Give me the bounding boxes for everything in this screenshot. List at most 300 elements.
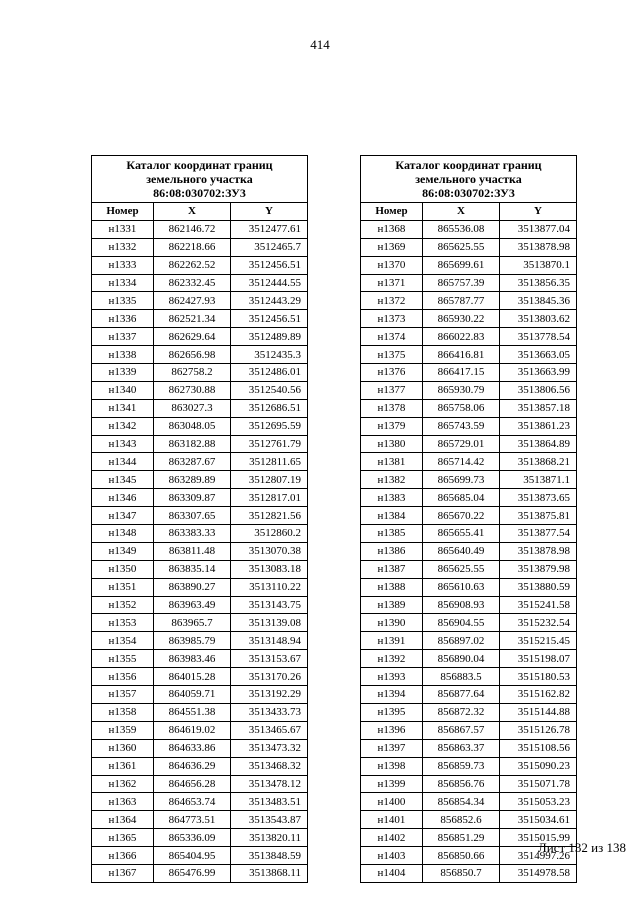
point-number-cell: н1352 xyxy=(92,596,154,614)
x-coordinate-cell: 864619.02 xyxy=(154,721,231,739)
point-number-cell: н1371 xyxy=(361,274,423,292)
table-row xyxy=(92,417,308,435)
x-coordinate-cell: 856852.6 xyxy=(423,811,500,829)
x-coordinate-cell: 865625.55 xyxy=(423,238,500,256)
point-number-cell: н1386 xyxy=(361,542,423,560)
x-coordinate-cell: 865670.22 xyxy=(423,507,500,525)
x-coordinate-cell: 866417.15 xyxy=(423,364,500,382)
table-row xyxy=(92,560,308,578)
header-number: Номер xyxy=(92,203,154,221)
table-row xyxy=(92,775,308,793)
table-row xyxy=(92,310,308,328)
x-coordinate-cell: 864656.28 xyxy=(154,775,231,793)
point-number-cell: н1369 xyxy=(361,238,423,256)
point-number-cell: н1354 xyxy=(92,632,154,650)
y-coordinate-cell: 3515108.56 xyxy=(500,739,577,757)
x-coordinate-cell: 865743.59 xyxy=(423,417,500,435)
table-row xyxy=(92,525,308,543)
table-row xyxy=(92,650,308,668)
y-coordinate-cell: 3513880.59 xyxy=(500,578,577,596)
table-row xyxy=(361,310,577,328)
table-row xyxy=(361,650,577,668)
table-row xyxy=(361,542,577,560)
point-number-cell: н1381 xyxy=(361,453,423,471)
table-row xyxy=(361,381,577,399)
point-number-cell: н1359 xyxy=(92,721,154,739)
y-coordinate-cell: 3513878.98 xyxy=(500,238,577,256)
x-coordinate-cell: 863289.89 xyxy=(154,471,231,489)
y-coordinate-cell: 3513861.23 xyxy=(500,417,577,435)
point-number-cell: н1350 xyxy=(92,560,154,578)
y-coordinate-cell: 3512456.51 xyxy=(231,256,308,274)
table-title xyxy=(92,156,308,203)
x-coordinate-cell: 866022.83 xyxy=(423,328,500,346)
point-number-cell: н1389 xyxy=(361,596,423,614)
y-coordinate-cell: 3513473.32 xyxy=(231,739,308,757)
table-row xyxy=(92,614,308,632)
table-row xyxy=(92,346,308,364)
point-number-cell: н1355 xyxy=(92,650,154,668)
point-number-cell: н1384 xyxy=(361,507,423,525)
point-number-cell: н1396 xyxy=(361,721,423,739)
y-coordinate-cell: 3513083.18 xyxy=(231,560,308,578)
table-title-line: земельного участка xyxy=(415,172,522,186)
table-row xyxy=(92,578,308,596)
x-coordinate-cell: 856856.76 xyxy=(423,775,500,793)
y-coordinate-cell: 3513820.11 xyxy=(231,829,308,847)
table-row xyxy=(92,256,308,274)
point-number-cell: н1356 xyxy=(92,668,154,686)
x-coordinate-cell: 863307.65 xyxy=(154,507,231,525)
point-number-cell: н1395 xyxy=(361,703,423,721)
x-coordinate-cell: 865655.41 xyxy=(423,525,500,543)
y-coordinate-cell: 3513778.54 xyxy=(500,328,577,346)
y-coordinate-cell: 3513857.18 xyxy=(500,399,577,417)
x-coordinate-cell: 866416.81 xyxy=(423,346,500,364)
y-coordinate-cell: 3513873.65 xyxy=(500,489,577,507)
point-number-cell: н1332 xyxy=(92,238,154,256)
point-number-cell: н1337 xyxy=(92,328,154,346)
table-title-line: 86:08:030702:ЗУ3 xyxy=(422,186,515,200)
y-coordinate-cell: 3512821.56 xyxy=(231,507,308,525)
y-coordinate-cell: 3513845.36 xyxy=(500,292,577,310)
table-row xyxy=(92,757,308,775)
point-number-cell: н1360 xyxy=(92,739,154,757)
point-number-cell: н1358 xyxy=(92,703,154,721)
x-coordinate-cell: 863309.87 xyxy=(154,489,231,507)
table-row xyxy=(361,274,577,292)
y-coordinate-cell: 3513483.51 xyxy=(231,793,308,811)
y-coordinate-cell: 3513870.1 xyxy=(500,256,577,274)
y-coordinate-cell: 3512860.2 xyxy=(231,525,308,543)
table-row xyxy=(361,686,577,704)
point-number-cell: н1367 xyxy=(92,864,154,882)
table-row xyxy=(92,739,308,757)
x-coordinate-cell: 863027.3 xyxy=(154,399,231,417)
table-row xyxy=(92,364,308,382)
table-row xyxy=(361,668,577,686)
point-number-cell: н1376 xyxy=(361,364,423,382)
y-coordinate-cell: 3513143.75 xyxy=(231,596,308,614)
table-row xyxy=(361,507,577,525)
point-number-cell: н1374 xyxy=(361,328,423,346)
x-coordinate-cell: 862629.64 xyxy=(154,328,231,346)
table-title-line: Каталог координат границ xyxy=(395,158,542,172)
point-number-cell: н1353 xyxy=(92,614,154,632)
table-row xyxy=(361,739,577,757)
point-number-cell: н1341 xyxy=(92,399,154,417)
table-row xyxy=(92,542,308,560)
y-coordinate-cell: 3513879.98 xyxy=(500,560,577,578)
x-coordinate-cell: 865699.73 xyxy=(423,471,500,489)
point-number-cell: н1404 xyxy=(361,864,423,882)
point-number-cell: н1336 xyxy=(92,310,154,328)
y-coordinate-cell: 3512686.51 xyxy=(231,399,308,417)
y-coordinate-cell: 3515162.82 xyxy=(500,686,577,704)
y-coordinate-cell: 3513868.11 xyxy=(231,864,308,882)
point-number-cell: н1364 xyxy=(92,811,154,829)
y-coordinate-cell: 3513139.08 xyxy=(231,614,308,632)
y-coordinate-cell: 3513871.1 xyxy=(500,471,577,489)
table-row xyxy=(361,346,577,364)
x-coordinate-cell: 862218.66 xyxy=(154,238,231,256)
table-row xyxy=(361,292,577,310)
x-coordinate-cell: 865930.79 xyxy=(423,381,500,399)
x-coordinate-cell: 864059.71 xyxy=(154,686,231,704)
point-number-cell: н1379 xyxy=(361,417,423,435)
x-coordinate-cell: 865404.95 xyxy=(154,847,231,865)
x-coordinate-cell: 863835.14 xyxy=(154,560,231,578)
table-row xyxy=(361,721,577,739)
table-row xyxy=(361,364,577,382)
x-coordinate-cell: 862758.2 xyxy=(154,364,231,382)
point-number-cell: н1346 xyxy=(92,489,154,507)
x-coordinate-cell: 863965.7 xyxy=(154,614,231,632)
y-coordinate-cell: 3515198.07 xyxy=(500,650,577,668)
x-coordinate-cell: 865930.22 xyxy=(423,310,500,328)
y-coordinate-cell: 3513803.62 xyxy=(500,310,577,328)
table-row xyxy=(361,328,577,346)
table-row xyxy=(92,471,308,489)
x-coordinate-cell: 856867.57 xyxy=(423,721,500,739)
x-coordinate-cell: 862146.72 xyxy=(154,220,231,238)
x-coordinate-cell: 862521.34 xyxy=(154,310,231,328)
table-row xyxy=(92,435,308,453)
x-coordinate-cell: 865699.61 xyxy=(423,256,500,274)
x-coordinate-cell: 864633.86 xyxy=(154,739,231,757)
y-coordinate-cell: 3513110.22 xyxy=(231,578,308,596)
x-coordinate-cell: 864653.74 xyxy=(154,793,231,811)
table-row xyxy=(361,435,577,453)
point-number-cell: н1372 xyxy=(361,292,423,310)
point-number-cell: н1398 xyxy=(361,757,423,775)
point-number-cell: н1402 xyxy=(361,829,423,847)
x-coordinate-cell: 865757.39 xyxy=(423,274,500,292)
table-row xyxy=(92,668,308,686)
point-number-cell: н1362 xyxy=(92,775,154,793)
table-row xyxy=(92,220,308,238)
x-coordinate-cell: 863182.88 xyxy=(154,435,231,453)
y-coordinate-cell: 3514978.58 xyxy=(500,864,577,882)
table-row xyxy=(361,775,577,793)
y-coordinate-cell: 3513543.87 xyxy=(231,811,308,829)
y-coordinate-cell: 3513875.81 xyxy=(500,507,577,525)
y-coordinate-cell: 3512486.01 xyxy=(231,364,308,382)
y-coordinate-cell: 3515090.23 xyxy=(500,757,577,775)
y-coordinate-cell: 3513468.32 xyxy=(231,757,308,775)
x-coordinate-cell: 856863.37 xyxy=(423,739,500,757)
x-coordinate-cell: 865787.77 xyxy=(423,292,500,310)
table-row xyxy=(92,399,308,417)
table-row xyxy=(92,453,308,471)
table-row xyxy=(92,703,308,721)
x-coordinate-cell: 856851.29 xyxy=(423,829,500,847)
y-coordinate-cell: 3513192.29 xyxy=(231,686,308,704)
y-coordinate-cell: 3512695.59 xyxy=(231,417,308,435)
table-row xyxy=(92,811,308,829)
table-row xyxy=(92,847,308,865)
header-number: Номер xyxy=(361,203,423,221)
point-number-cell: н1349 xyxy=(92,542,154,560)
point-number-cell: н1403 xyxy=(361,847,423,865)
y-coordinate-cell: 3513148.94 xyxy=(231,632,308,650)
point-number-cell: н1345 xyxy=(92,471,154,489)
x-coordinate-cell: 863287.67 xyxy=(154,453,231,471)
x-coordinate-cell: 863983.46 xyxy=(154,650,231,668)
x-coordinate-cell: 856854.34 xyxy=(423,793,500,811)
point-number-cell: н1378 xyxy=(361,399,423,417)
table-row xyxy=(92,864,308,882)
y-coordinate-cell: 3512435.3 xyxy=(231,346,308,364)
x-coordinate-cell: 863811.48 xyxy=(154,542,231,560)
y-coordinate-cell: 3513877.54 xyxy=(500,525,577,543)
coordinates-table-left xyxy=(91,155,308,883)
y-coordinate-cell: 3513848.59 xyxy=(231,847,308,865)
table-row xyxy=(361,238,577,256)
y-coordinate-cell: 3515071.78 xyxy=(500,775,577,793)
table-row xyxy=(361,596,577,614)
y-coordinate-cell: 3513170.26 xyxy=(231,668,308,686)
point-number-cell: н1370 xyxy=(361,256,423,274)
table-row xyxy=(92,328,308,346)
table-row xyxy=(361,560,577,578)
header-x: X xyxy=(423,203,500,221)
x-coordinate-cell: 862656.98 xyxy=(154,346,231,364)
x-coordinate-cell: 856897.02 xyxy=(423,632,500,650)
table-row xyxy=(361,256,577,274)
y-coordinate-cell: 3512444.55 xyxy=(231,274,308,292)
y-coordinate-cell: 3515215.45 xyxy=(500,632,577,650)
y-coordinate-cell: 3515034.61 xyxy=(500,811,577,829)
page-number: 414 xyxy=(310,37,330,52)
table-title-line: 86:08:030702:ЗУ3 xyxy=(153,186,246,200)
point-number-cell: н1382 xyxy=(361,471,423,489)
point-number-cell: н1357 xyxy=(92,686,154,704)
y-coordinate-cell: 3513070.38 xyxy=(231,542,308,560)
x-coordinate-cell: 862730.88 xyxy=(154,381,231,399)
y-coordinate-cell: 3513478.12 xyxy=(231,775,308,793)
point-number-cell: н1393 xyxy=(361,668,423,686)
y-coordinate-cell: 3512465.7 xyxy=(231,238,308,256)
x-coordinate-cell: 856859.73 xyxy=(423,757,500,775)
x-coordinate-cell: 865758.06 xyxy=(423,399,500,417)
point-number-cell: н1338 xyxy=(92,346,154,364)
x-coordinate-cell: 864636.29 xyxy=(154,757,231,775)
table-row xyxy=(361,525,577,543)
point-number-cell: н1380 xyxy=(361,435,423,453)
x-coordinate-cell: 865640.49 xyxy=(423,542,500,560)
x-coordinate-cell: 864551.38 xyxy=(154,703,231,721)
y-coordinate-cell: 3512456.51 xyxy=(231,310,308,328)
point-number-cell: н1351 xyxy=(92,578,154,596)
table-row xyxy=(361,864,577,882)
y-coordinate-cell: 3513806.56 xyxy=(500,381,577,399)
y-coordinate-cell: 3515126.78 xyxy=(500,721,577,739)
point-number-cell: н1331 xyxy=(92,220,154,238)
x-coordinate-cell: 856904.55 xyxy=(423,614,500,632)
point-number-cell: н1387 xyxy=(361,560,423,578)
header-x: X xyxy=(154,203,231,221)
point-number-cell: н1365 xyxy=(92,829,154,847)
point-number-cell: н1377 xyxy=(361,381,423,399)
y-coordinate-cell: 3513663.05 xyxy=(500,346,577,364)
y-coordinate-cell: 3513856.35 xyxy=(500,274,577,292)
x-coordinate-cell: 863890.27 xyxy=(154,578,231,596)
point-number-cell: н1348 xyxy=(92,525,154,543)
point-number-cell: н1339 xyxy=(92,364,154,382)
point-number-cell: н1399 xyxy=(361,775,423,793)
table-title-line: Каталог координат границ xyxy=(126,158,273,172)
table-row xyxy=(92,793,308,811)
x-coordinate-cell: 863985.79 xyxy=(154,632,231,650)
table-title-line: земельного участка xyxy=(146,172,253,186)
table-row xyxy=(92,686,308,704)
x-coordinate-cell: 864015.28 xyxy=(154,668,231,686)
table-row xyxy=(361,399,577,417)
point-number-cell: н1340 xyxy=(92,381,154,399)
table-row xyxy=(92,292,308,310)
y-coordinate-cell: 3515053.23 xyxy=(500,793,577,811)
table-row xyxy=(361,793,577,811)
y-coordinate-cell: 3512761.79 xyxy=(231,435,308,453)
y-coordinate-cell: 3512489.89 xyxy=(231,328,308,346)
point-number-cell: н1390 xyxy=(361,614,423,632)
y-coordinate-cell: 3513878.98 xyxy=(500,542,577,560)
x-coordinate-cell: 863383.33 xyxy=(154,525,231,543)
table-row xyxy=(92,596,308,614)
x-coordinate-cell: 856850.66 xyxy=(423,847,500,865)
y-coordinate-cell: 3513433.73 xyxy=(231,703,308,721)
point-number-cell: н1391 xyxy=(361,632,423,650)
x-coordinate-cell: 862332.45 xyxy=(154,274,231,292)
y-coordinate-cell: 3513868.21 xyxy=(500,453,577,471)
x-coordinate-cell: 856883.5 xyxy=(423,668,500,686)
x-coordinate-cell: 856877.64 xyxy=(423,686,500,704)
header-y: Y xyxy=(500,203,577,221)
point-number-cell: н1397 xyxy=(361,739,423,757)
y-coordinate-cell: 3512540.56 xyxy=(231,381,308,399)
table-row xyxy=(361,578,577,596)
y-coordinate-cell: 3513663.99 xyxy=(500,364,577,382)
y-coordinate-cell: 3513864.89 xyxy=(500,435,577,453)
table-row xyxy=(92,507,308,525)
x-coordinate-cell: 865625.55 xyxy=(423,560,500,578)
y-coordinate-cell: 3515015.99 xyxy=(500,829,577,847)
point-number-cell: н1342 xyxy=(92,417,154,435)
x-coordinate-cell: 865610.63 xyxy=(423,578,500,596)
point-number-cell: н1385 xyxy=(361,525,423,543)
point-number-cell: н1335 xyxy=(92,292,154,310)
x-coordinate-cell: 865336.09 xyxy=(154,829,231,847)
x-coordinate-cell: 865729.01 xyxy=(423,435,500,453)
table-row xyxy=(92,381,308,399)
point-number-cell: н1347 xyxy=(92,507,154,525)
table-row xyxy=(361,703,577,721)
x-coordinate-cell: 865476.99 xyxy=(154,864,231,882)
x-coordinate-cell: 856872.32 xyxy=(423,703,500,721)
y-coordinate-cell: 3513877.04 xyxy=(500,220,577,238)
x-coordinate-cell: 864773.51 xyxy=(154,811,231,829)
point-number-cell: н1333 xyxy=(92,256,154,274)
point-number-cell: н1363 xyxy=(92,793,154,811)
table-row xyxy=(92,721,308,739)
x-coordinate-cell: 865685.04 xyxy=(423,489,500,507)
y-coordinate-cell: 3512477.61 xyxy=(231,220,308,238)
table-row xyxy=(361,489,577,507)
point-number-cell: н1388 xyxy=(361,578,423,596)
table-row xyxy=(361,453,577,471)
point-number-cell: н1361 xyxy=(92,757,154,775)
table-row xyxy=(92,632,308,650)
coordinates-table-right xyxy=(360,155,577,883)
x-coordinate-cell: 856890.04 xyxy=(423,650,500,668)
y-coordinate-cell: 3515232.54 xyxy=(500,614,577,632)
table-row xyxy=(361,417,577,435)
x-coordinate-cell: 863963.49 xyxy=(154,596,231,614)
y-coordinate-cell: 3513465.67 xyxy=(231,721,308,739)
table-row xyxy=(92,829,308,847)
point-number-cell: н1392 xyxy=(361,650,423,668)
y-coordinate-cell: 3515241.58 xyxy=(500,596,577,614)
x-coordinate-cell: 856908.93 xyxy=(423,596,500,614)
x-coordinate-cell: 856850.7 xyxy=(423,864,500,882)
point-number-cell: н1368 xyxy=(361,220,423,238)
x-coordinate-cell: 862427.93 xyxy=(154,292,231,310)
y-coordinate-cell: 3512817.01 xyxy=(231,489,308,507)
point-number-cell: н1344 xyxy=(92,453,154,471)
point-number-cell: н1373 xyxy=(361,310,423,328)
table-row xyxy=(361,632,577,650)
table-row xyxy=(92,238,308,256)
x-coordinate-cell: 862262.52 xyxy=(154,256,231,274)
point-number-cell: н1334 xyxy=(92,274,154,292)
point-number-cell: н1400 xyxy=(361,793,423,811)
table-row xyxy=(92,489,308,507)
point-number-cell: н1383 xyxy=(361,489,423,507)
table-row xyxy=(92,274,308,292)
table-row xyxy=(361,220,577,238)
y-coordinate-cell: 3512811.65 xyxy=(231,453,308,471)
y-coordinate-cell: 3515144.88 xyxy=(500,703,577,721)
table-row xyxy=(361,811,577,829)
x-coordinate-cell: 865536.08 xyxy=(423,220,500,238)
y-coordinate-cell: 3514997.26 xyxy=(500,847,577,865)
table-title xyxy=(361,156,577,203)
point-number-cell: н1343 xyxy=(92,435,154,453)
point-number-cell: н1375 xyxy=(361,346,423,364)
y-coordinate-cell: 3513153.67 xyxy=(231,650,308,668)
point-number-cell: н1394 xyxy=(361,686,423,704)
